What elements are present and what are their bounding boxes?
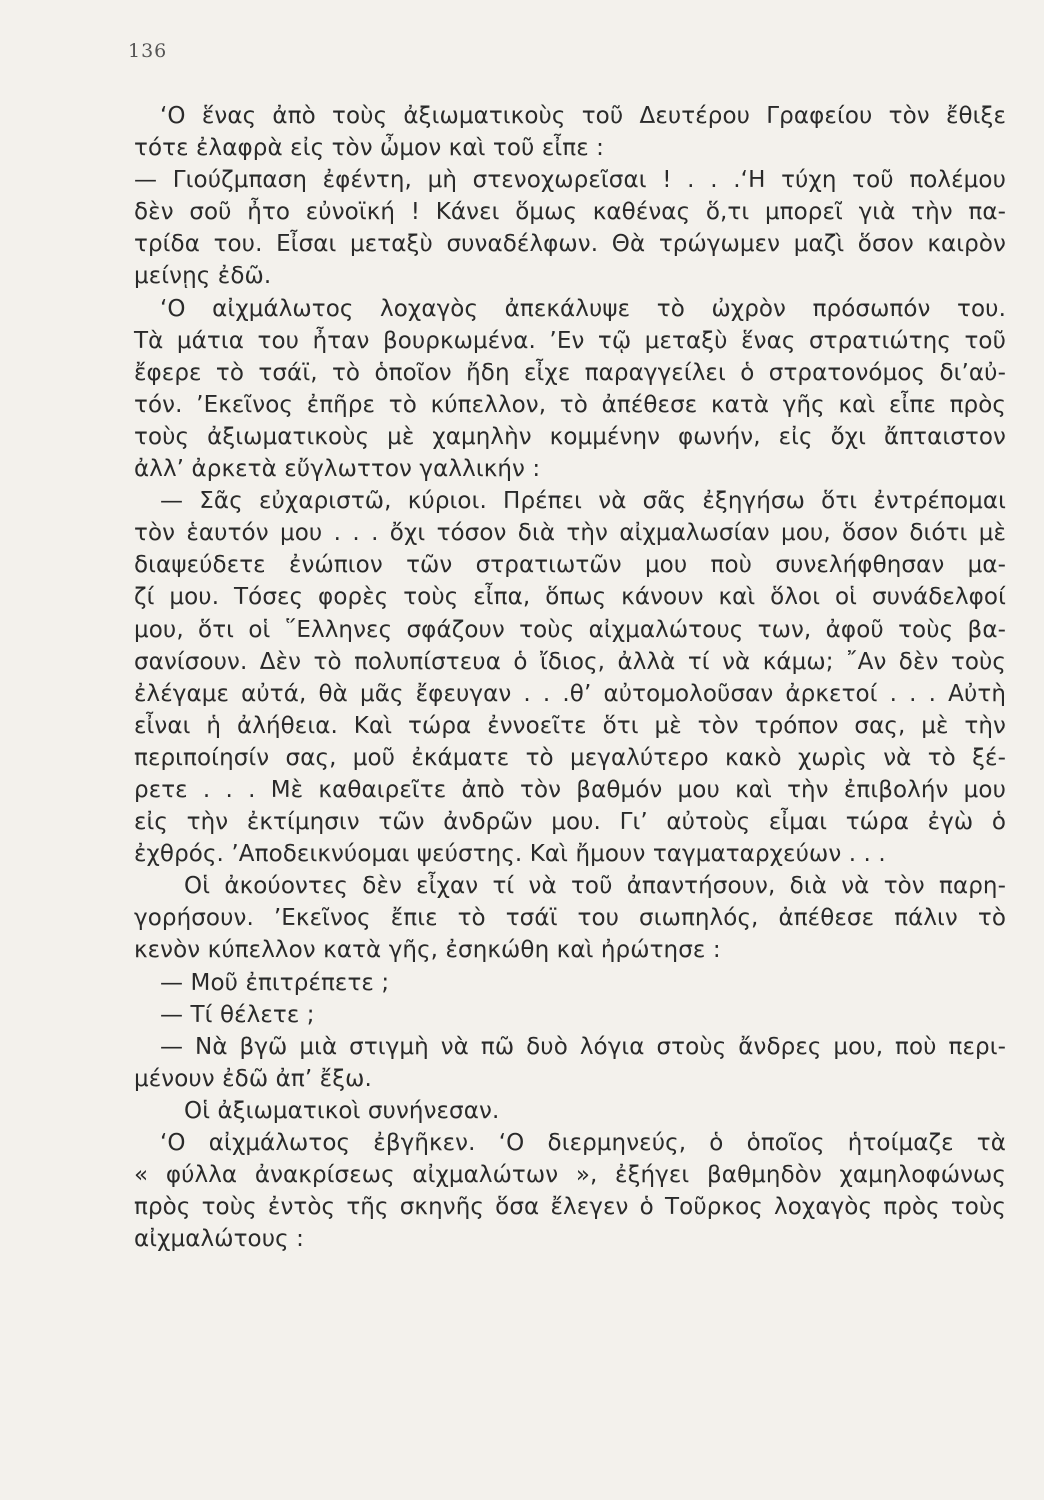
text-line: μένουν ἐδῶ ἀπ’ ἔξω. <box>134 1065 372 1092</box>
text-line: περιποίησίν σας, μοῦ ἐκάματε τὸ μεγαλύτερο κακὸ χωρὶς νὰ τὸ ξέ- <box>134 744 1006 771</box>
text-line: ‘Ο αἰχμάλωτος ἐβγῆκεν. ‘Ο διερμηνεύς, ὁ ὁποῖος ἡτοίμαζε τὰ <box>160 1130 1006 1156</box>
text-line: Τὰ μάτια του ἦταν βουρκωμένα. ’Εν τῷ μεταξὺ ἕνας στρατιώτης τοῦ <box>134 327 1006 354</box>
text-line: — Γιούζμπαση ἐφέντη, μὴ στενοχωρεῖσαι ! . . .‘Η τύχη τοῦ πολέμου <box>134 167 1006 194</box>
text-line: ‘Ο αἰχμάλωτος λοχαγὸς ἀπεκάλυψε τὸ ὠχρὸν πρόσωπόν του. <box>160 295 1006 322</box>
text-line: κενὸν κύπελλον κατὰ γῆς, ἐσηκώθη καὶ ἠρώτησε : <box>134 937 721 964</box>
text-line: ἔφερε τὸ τσάϊ, τὸ ὁποῖον ἤδη εἶχε παραγγείλει ὁ στρατονόμος δι’αὐ- <box>134 359 1006 386</box>
text-line: ἀλλ’ ἀρκετὰ εὔγλωττον γαλλικήν : <box>134 456 541 483</box>
text-line: τότε ἐλαφρὰ εἰς τὸν ὦμον καὶ τοῦ εἶπε : <box>134 135 604 162</box>
text-line: — Μοῦ ἐπιτρέπετε ; <box>160 969 390 996</box>
page-number: 136 <box>128 40 168 62</box>
text-line: εἶναι ἡ ἀλήθεια. Καὶ τώρα ἐννοεῖτε ὅτι μὲ τὸν τρόπον σας, μὲ τὴν <box>134 712 1006 739</box>
text-line: μου, ὅτι οἱ ῞Ελληνες σφάζουν τοὺς αἰχμαλώτους των, ἀφοῦ τοὺς βα- <box>134 616 1006 643</box>
text-line: τρίδα του. Εἶσαι μεταξὺ συναδέλφων. Θὰ τρώγωμεν μαζὶ ὅσον καιρὸν <box>134 231 1006 258</box>
text-line: — Τί θέλετε ; <box>160 1001 315 1028</box>
text-line: ἐλέγαμε αὐτά, θὰ μᾶς ἔφευγαν . . .θ’ αὐτομολοῦσαν ἀρκετοί . . . Αὐτὴ <box>134 680 1006 707</box>
text-line: δὲν σοῦ ἦτο εὐνοϊκή ! Κάνει ὅμως καθένας ὅ,τι μπορεῖ γιὰ τὴν πα- <box>134 199 1006 226</box>
text-line: ἐχθρός. ’Αποδεικνύομαι ψεύστης. Καὶ ἤμουν ταγματαρχεύων . . . <box>134 841 886 868</box>
text-line: αἰχμαλώτους : <box>134 1226 304 1253</box>
text-line: εἰς τὴν ἐκτίμησιν τῶν ἀνδρῶν μου. Γι’ αὐτοὺς εἶμαι τώρα ἐγὼ ὁ <box>134 809 1006 836</box>
text-line: ζί μου. Τόσες φορὲς τοὺς εἶπα, ὅπως κάνουν καὶ ὅλοι οἱ συνάδελφοί <box>134 584 1006 611</box>
text-line: — Σᾶς εὐχαριστῶ, κύριοι. Πρέπει νὰ σᾶς ἐξηγήσω ὅτι ἐντρέπομαι <box>160 488 1006 515</box>
text-line: πρὸς τοὺς ἐντὸς τῆς σκηνῆς ὅσα ἔλεγεν ὁ Τοῦρκος λοχαγὸς πρὸς τοὺς <box>134 1194 1006 1221</box>
text-line: ‘Ο ἕνας ἀπὸ τοὺς ἀξιωματικοὺς τοῦ Δευτέρου Γραφείου τὸν ἔθιξε <box>160 103 1006 129</box>
text-line: « φύλλα ἀνακρίσεως αἰχμαλώτων », ἐξήγει βαθμηδὸν χαμηλοφώνως <box>134 1162 1006 1189</box>
text-line: ρετε . . . Μὲ καθαιρεῖτε ἀπὸ τὸν βαθμόν μου καὶ τὴν ἐπιβολήν μου <box>134 776 1006 803</box>
text-line: μείνῃς ἐδῶ. <box>134 263 272 290</box>
text-line: διαψεύδετε ἐνώπιον τῶν στρατιωτῶν μου ποὺ συνελήφθησαν μα- <box>134 552 1006 579</box>
body-text <box>134 100 1006 1255</box>
text-line: τὸν ἑαυτόν μου . . . ὄχι τόσον διὰ τὴν αἰχμαλωσίαν μου, ὅσον διότι μὲ <box>134 520 1006 547</box>
text-line: τόν. ’Εκεῖνος ἐπῆρε τὸ κύπελλον, τὸ ἀπέθεσε κατὰ γῆς καὶ εἶπε πρὸς <box>134 391 1006 418</box>
text-line: — Νὰ βγῶ μιὰ στιγμὴ νὰ πῶ δυὸ λόγια στοὺς ἄνδρες μου, ποὺ περι- <box>160 1033 1006 1060</box>
text-line: γορήσουν. ’Εκεῖνος ἔπιε τὸ τσάϊ του σιωπηλός, ἀπέθεσε πάλιν τὸ <box>134 905 1006 932</box>
text-line: σανίσουν. Δὲν τὸ πολυπίστευα ὁ ἴδιος, ἀλλὰ τί νὰ κάμω; ῎Αν δὲν τοὺς <box>134 648 1006 675</box>
text-line: Οἱ ἀκούοντες δὲν εἶχαν τί νὰ τοῦ ἀπαντήσουν, διὰ νὰ τὸν παρη- <box>184 873 1006 900</box>
text-line: τοὺς ἀξιωματικοὺς μὲ χαμηλὴν κομμένην φωνήν, εἰς ὄχι ἄπταιστον <box>134 423 1006 450</box>
text-line: Οἱ ἀξιωματικοὶ συνήνεσαν. <box>184 1097 500 1124</box>
